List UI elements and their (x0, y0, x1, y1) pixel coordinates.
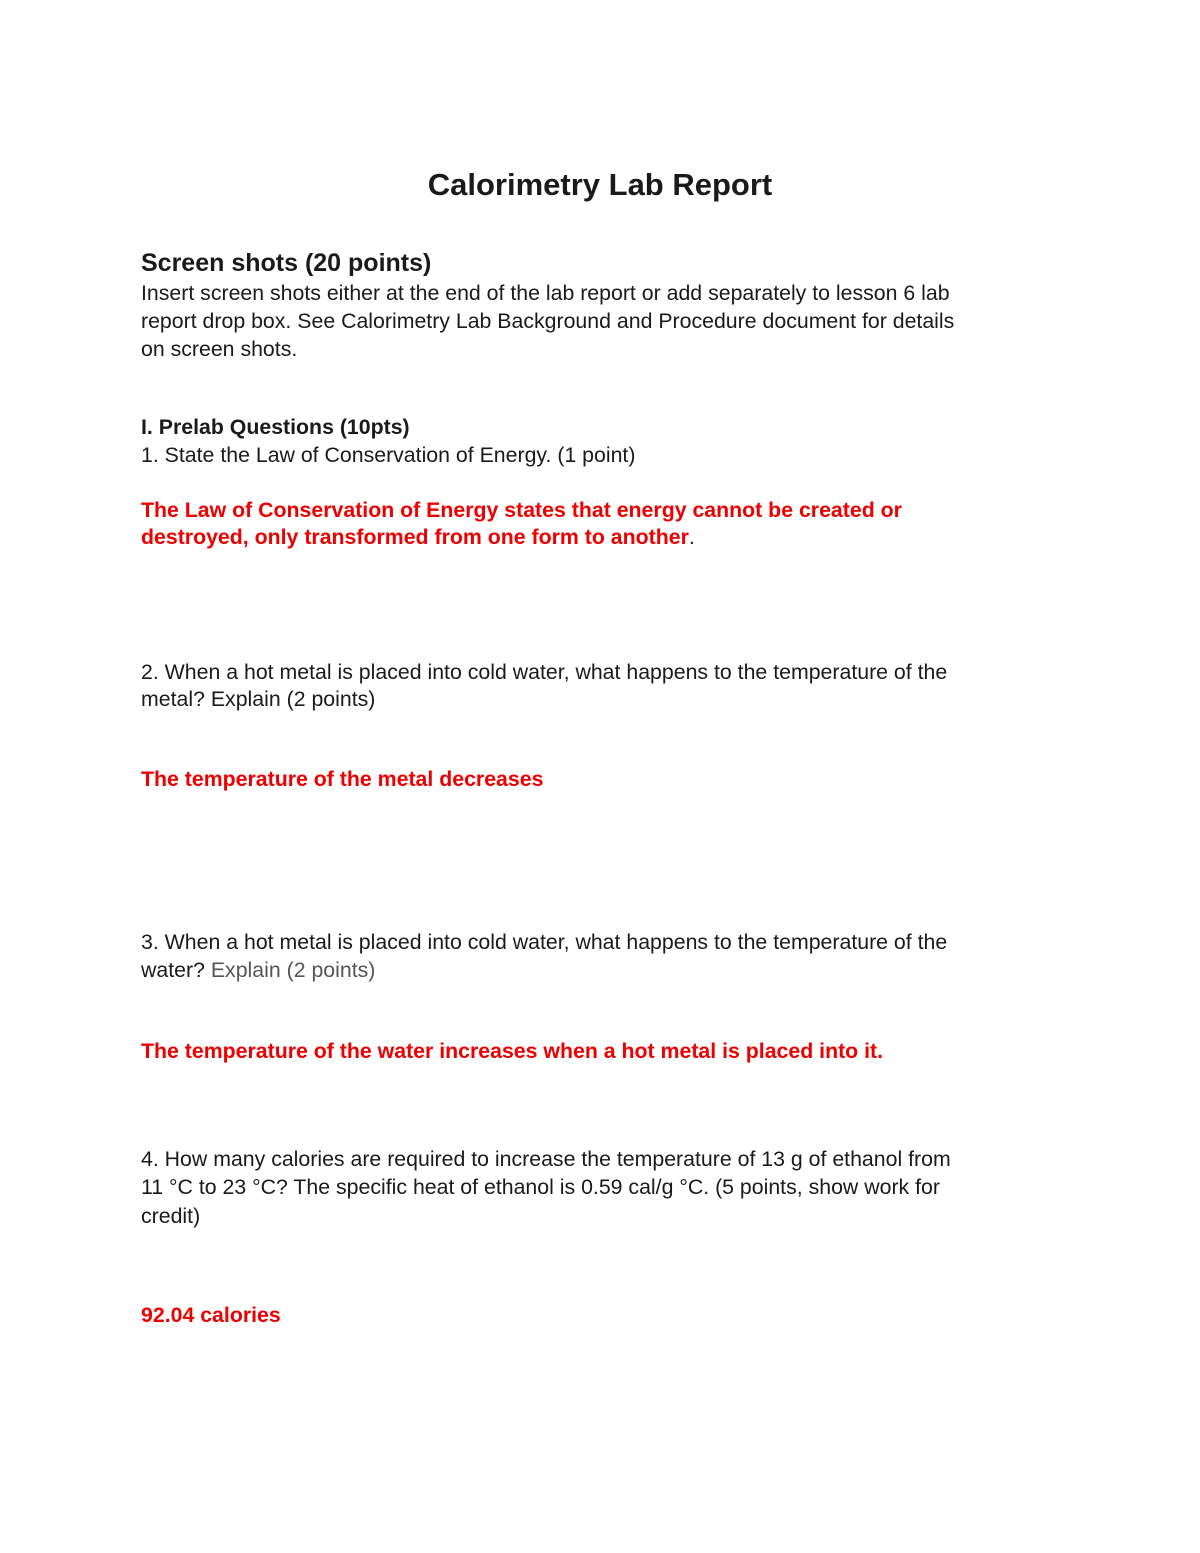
screenshots-instructions-line-1: Insert screen shots either at the end of the lab report or add separately to lesson 6 lab (141, 281, 950, 305)
question-3-line-1: 3. When a hot metal is placed into cold water, what happens to the temperature of the (141, 930, 948, 954)
question-3-line-2-wrapper (141, 956, 375, 984)
answer-1-period: . (688, 525, 695, 549)
answer-1-line-2: destroyed, only transformed from one form to another (141, 525, 689, 549)
screenshots-instructions-line-3: on screen shots. (141, 337, 298, 361)
question-2-line-2: metal? Explain (2 points) (141, 687, 376, 711)
question-1: 1. State the Law of Conservation of Energy. (1 point) (141, 443, 636, 467)
document-title: Calorimetry Lab Report (427, 167, 773, 202)
screenshots-instructions-line-2: report drop box. See Calorimetry Lab Background and Procedure document for details (141, 309, 955, 333)
question-3-line-2-rest: Explain (2 points) (204, 958, 376, 982)
question-4-line-1: 4. How many calories are required to increase the temperature of 13 g of ethanol from (141, 1147, 951, 1171)
question-2-line-1: 2. When a hot metal is placed into cold water, what happens to the temperature of the (141, 660, 948, 684)
screenshots-heading: Screen shots (20 points) (141, 249, 432, 277)
answer-4: 92.04 calories (141, 1303, 281, 1327)
answer-2: The temperature of the metal decreases (141, 767, 544, 791)
question-4-line-2: 11 °C to 23 °C? The specific heat of ethanol is 0.59 cal/g °C. (5 points, show work for (141, 1175, 940, 1199)
answer-3: The temperature of the water increases when a hot metal is placed into it. (141, 1039, 884, 1063)
prelab-heading: I. Prelab Questions (10pts) (141, 415, 410, 439)
question-4-line-3: credit) (141, 1204, 201, 1228)
answer-1-line-2-wrapper (141, 523, 695, 551)
question-3-line-2-start: water? (141, 958, 205, 982)
answer-1-line-1: The Law of Conservation of Energy states that energy cannot be created or (141, 498, 902, 522)
